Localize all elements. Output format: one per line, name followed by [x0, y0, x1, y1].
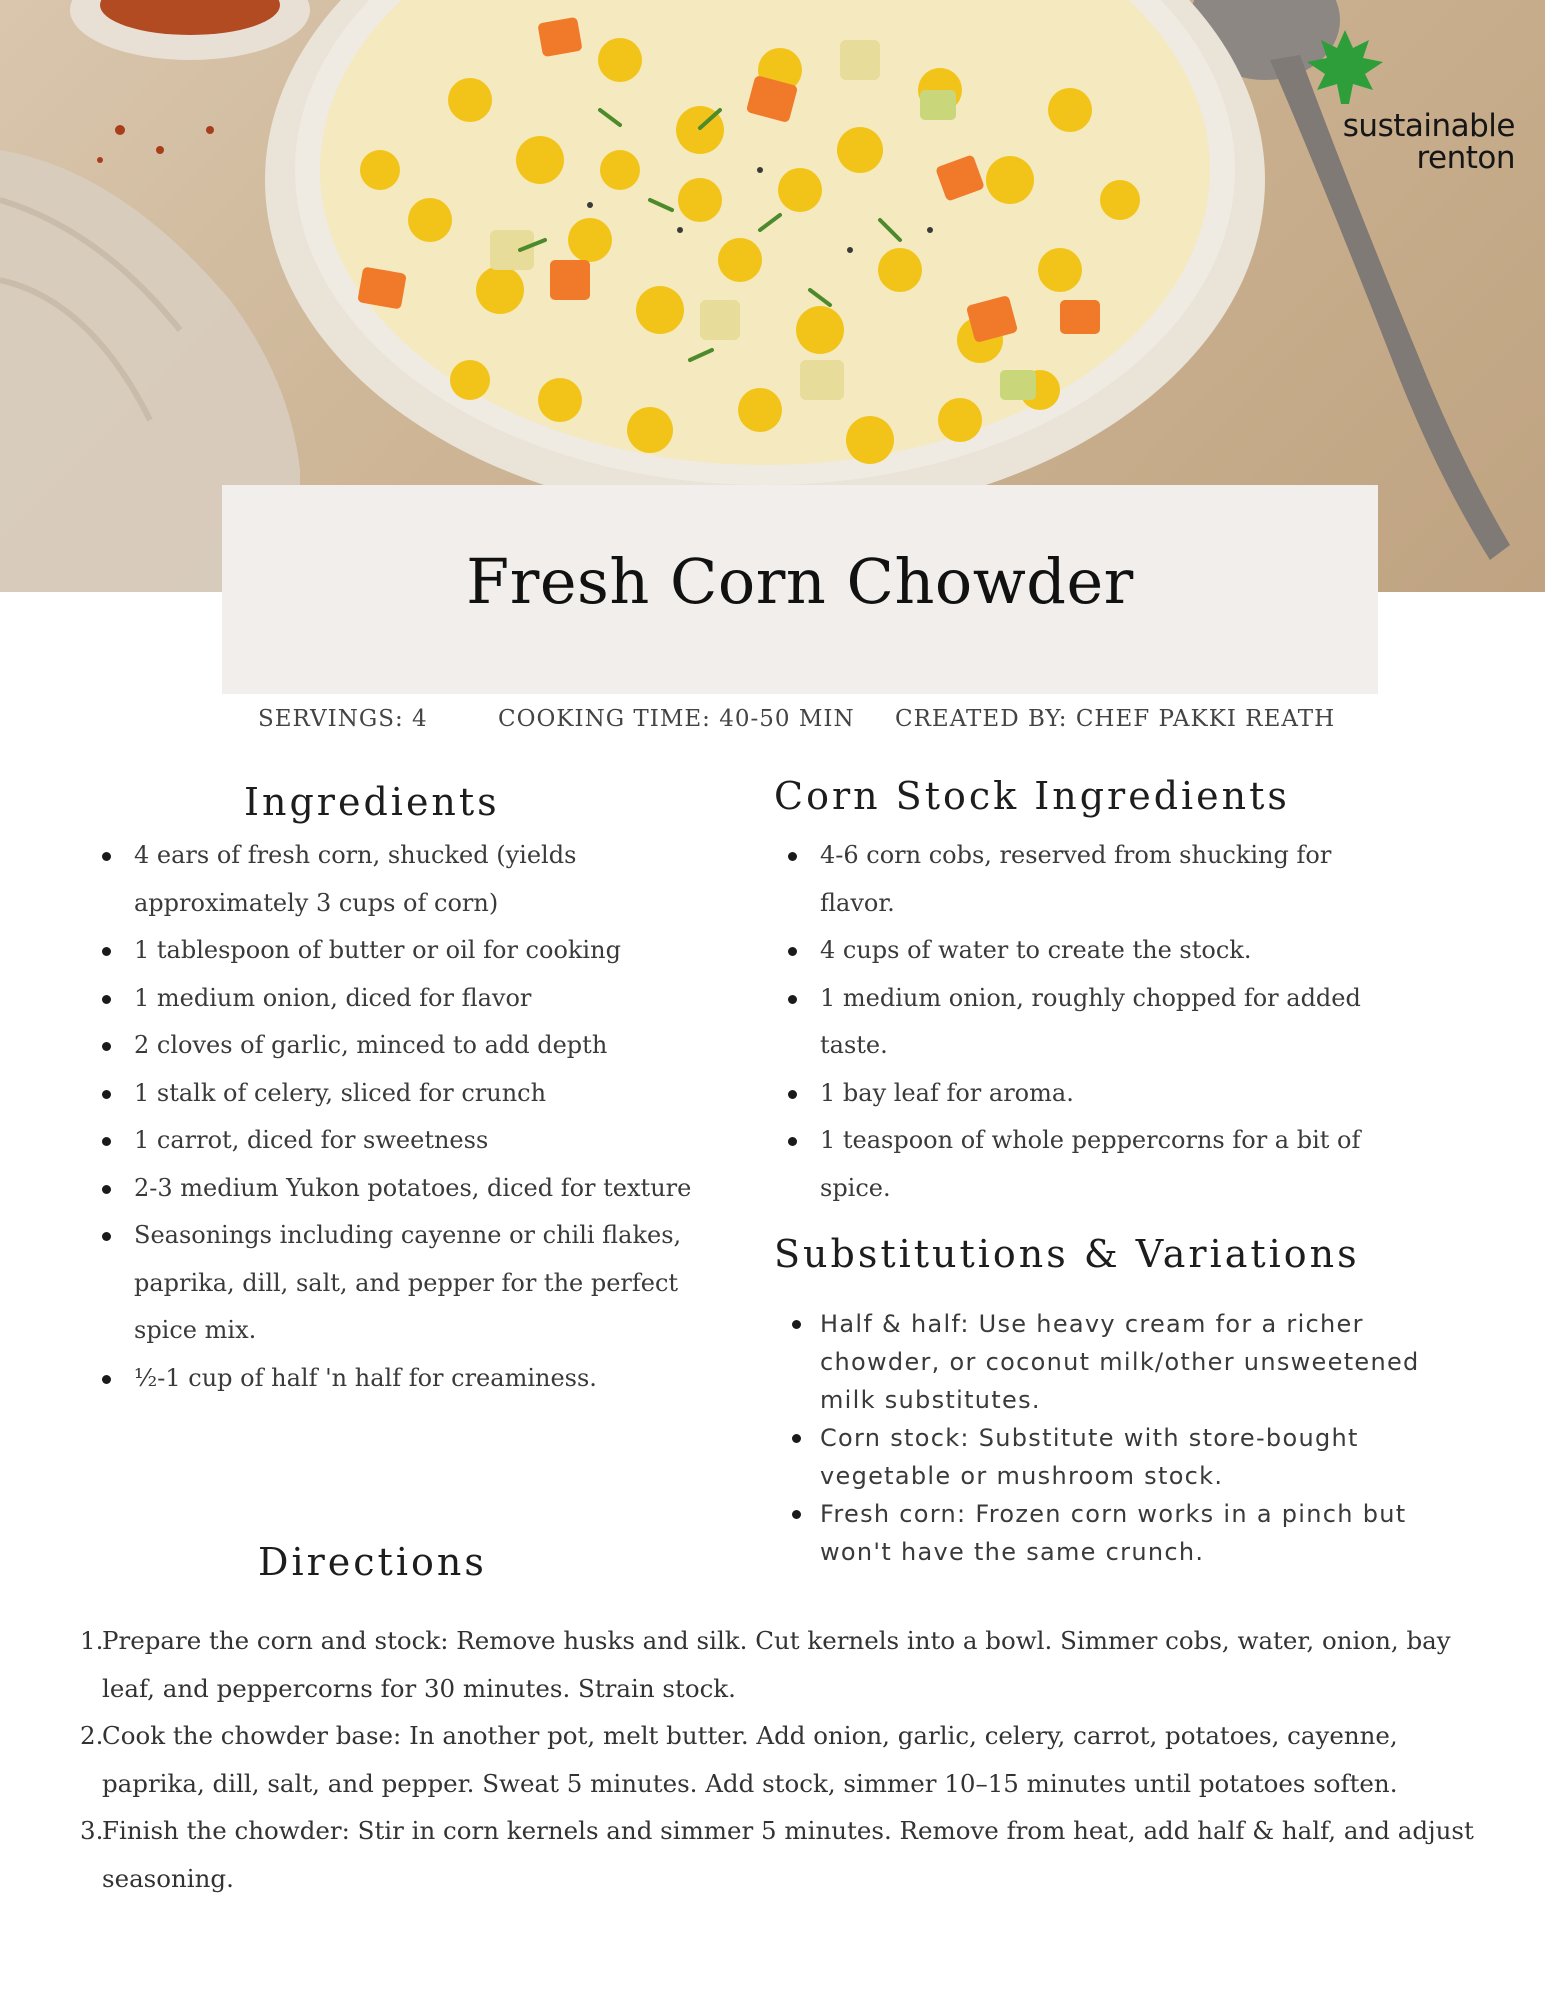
logo-text — [1343, 110, 1515, 174]
list-item: ½-1 cup of half 'n half for creaminess. — [100, 1355, 700, 1403]
directions-heading: Directions — [258, 1540, 487, 1584]
list-item: 1 tablespoon of butter or oil for cooking — [100, 927, 700, 975]
step-text: Prepare the corn and stock: Remove husks and silk. Cut kernels into a bowl. Simmer cobs, water, onion, bay leaf, and peppercorns for 30 minutes. Strain stock. — [102, 1626, 1451, 1703]
step-number: 3. — [80, 1816, 104, 1845]
sustainable-renton-logo — [1305, 22, 1525, 182]
step-number: 2. — [80, 1721, 104, 1750]
list-item: Fresh corn: Frozen corn works in a pinch but won't have the same crunch. — [788, 1495, 1438, 1571]
step-number: 1. — [80, 1626, 104, 1655]
direction-step — [80, 1807, 1500, 1902]
step-text: Finish the chowder: Stir in corn kernels and simmer 5 minutes. Remove from heat, add half & half, and adjust seasoning. — [102, 1816, 1474, 1893]
ingredients-list — [100, 832, 700, 1402]
servings: SERVINGS: 4 — [258, 706, 428, 732]
list-item: 1 teaspoon of whole peppercorns for a bit of spice. — [786, 1117, 1406, 1212]
list-item: 1 bay leaf for aroma. — [786, 1070, 1406, 1118]
direction-step — [80, 1712, 1500, 1807]
list-item: 1 stalk of celery, sliced for crunch — [100, 1070, 700, 1118]
title-card — [222, 485, 1378, 694]
substitutions-heading: Substitutions & Variations — [774, 1232, 1360, 1276]
list-item: 1 medium onion, roughly chopped for added taste. — [786, 975, 1406, 1070]
list-item: Corn stock: Substitute with store-bought vegetable or mushroom stock. — [788, 1419, 1438, 1495]
directions-list — [80, 1617, 1500, 1902]
cooking-time: COOKING TIME: 40-50 MIN — [498, 706, 855, 732]
corn-stock-list — [786, 832, 1406, 1212]
list-item: Half & half: Use heavy cream for a richer chowder, or coconut milk/other unsweetened milk substitutes. — [788, 1305, 1438, 1419]
created-by: CREATED BY: CHEF PAKKI REATH — [895, 706, 1336, 732]
list-item: 4-6 corn cobs, reserved from shucking for flavor. — [786, 832, 1406, 927]
list-item: Seasonings including cayenne or chili flakes, paprika, dill, salt, and pepper for the perfect spice mix. — [100, 1212, 700, 1355]
list-item: 1 carrot, diced for sweetness — [100, 1117, 700, 1165]
leaf-icon — [1305, 28, 1385, 106]
list-item: 2-3 medium Yukon potatoes, diced for texture — [100, 1165, 700, 1213]
direction-step — [80, 1617, 1500, 1712]
page-title: Fresh Corn Chowder — [466, 545, 1134, 618]
list-item: 2 cloves of garlic, minced to add depth — [100, 1022, 700, 1070]
ingredients-heading: Ingredients — [244, 780, 500, 824]
step-text: Cook the chowder base: In another pot, melt butter. Add onion, garlic, celery, carrot, potatoes, cayenne, paprika, dill, salt, and pepper. Sweat 5 minutes. Add stock, simmer 10–15 minutes until potatoes soften. — [102, 1721, 1398, 1798]
logo-line-1: sustainable — [1342, 108, 1515, 144]
substitutions-list — [788, 1305, 1438, 1571]
corn-stock-heading: Corn Stock Ingredients — [774, 774, 1290, 818]
list-item: 1 medium onion, diced for flavor — [100, 975, 700, 1023]
recipe-meta — [0, 706, 1545, 736]
list-item: 4 ears of fresh corn, shucked (yields approximately 3 cups of corn) — [100, 832, 700, 927]
logo-line-2: renton — [1416, 140, 1515, 176]
list-item: 4 cups of water to create the stock. — [786, 927, 1406, 975]
